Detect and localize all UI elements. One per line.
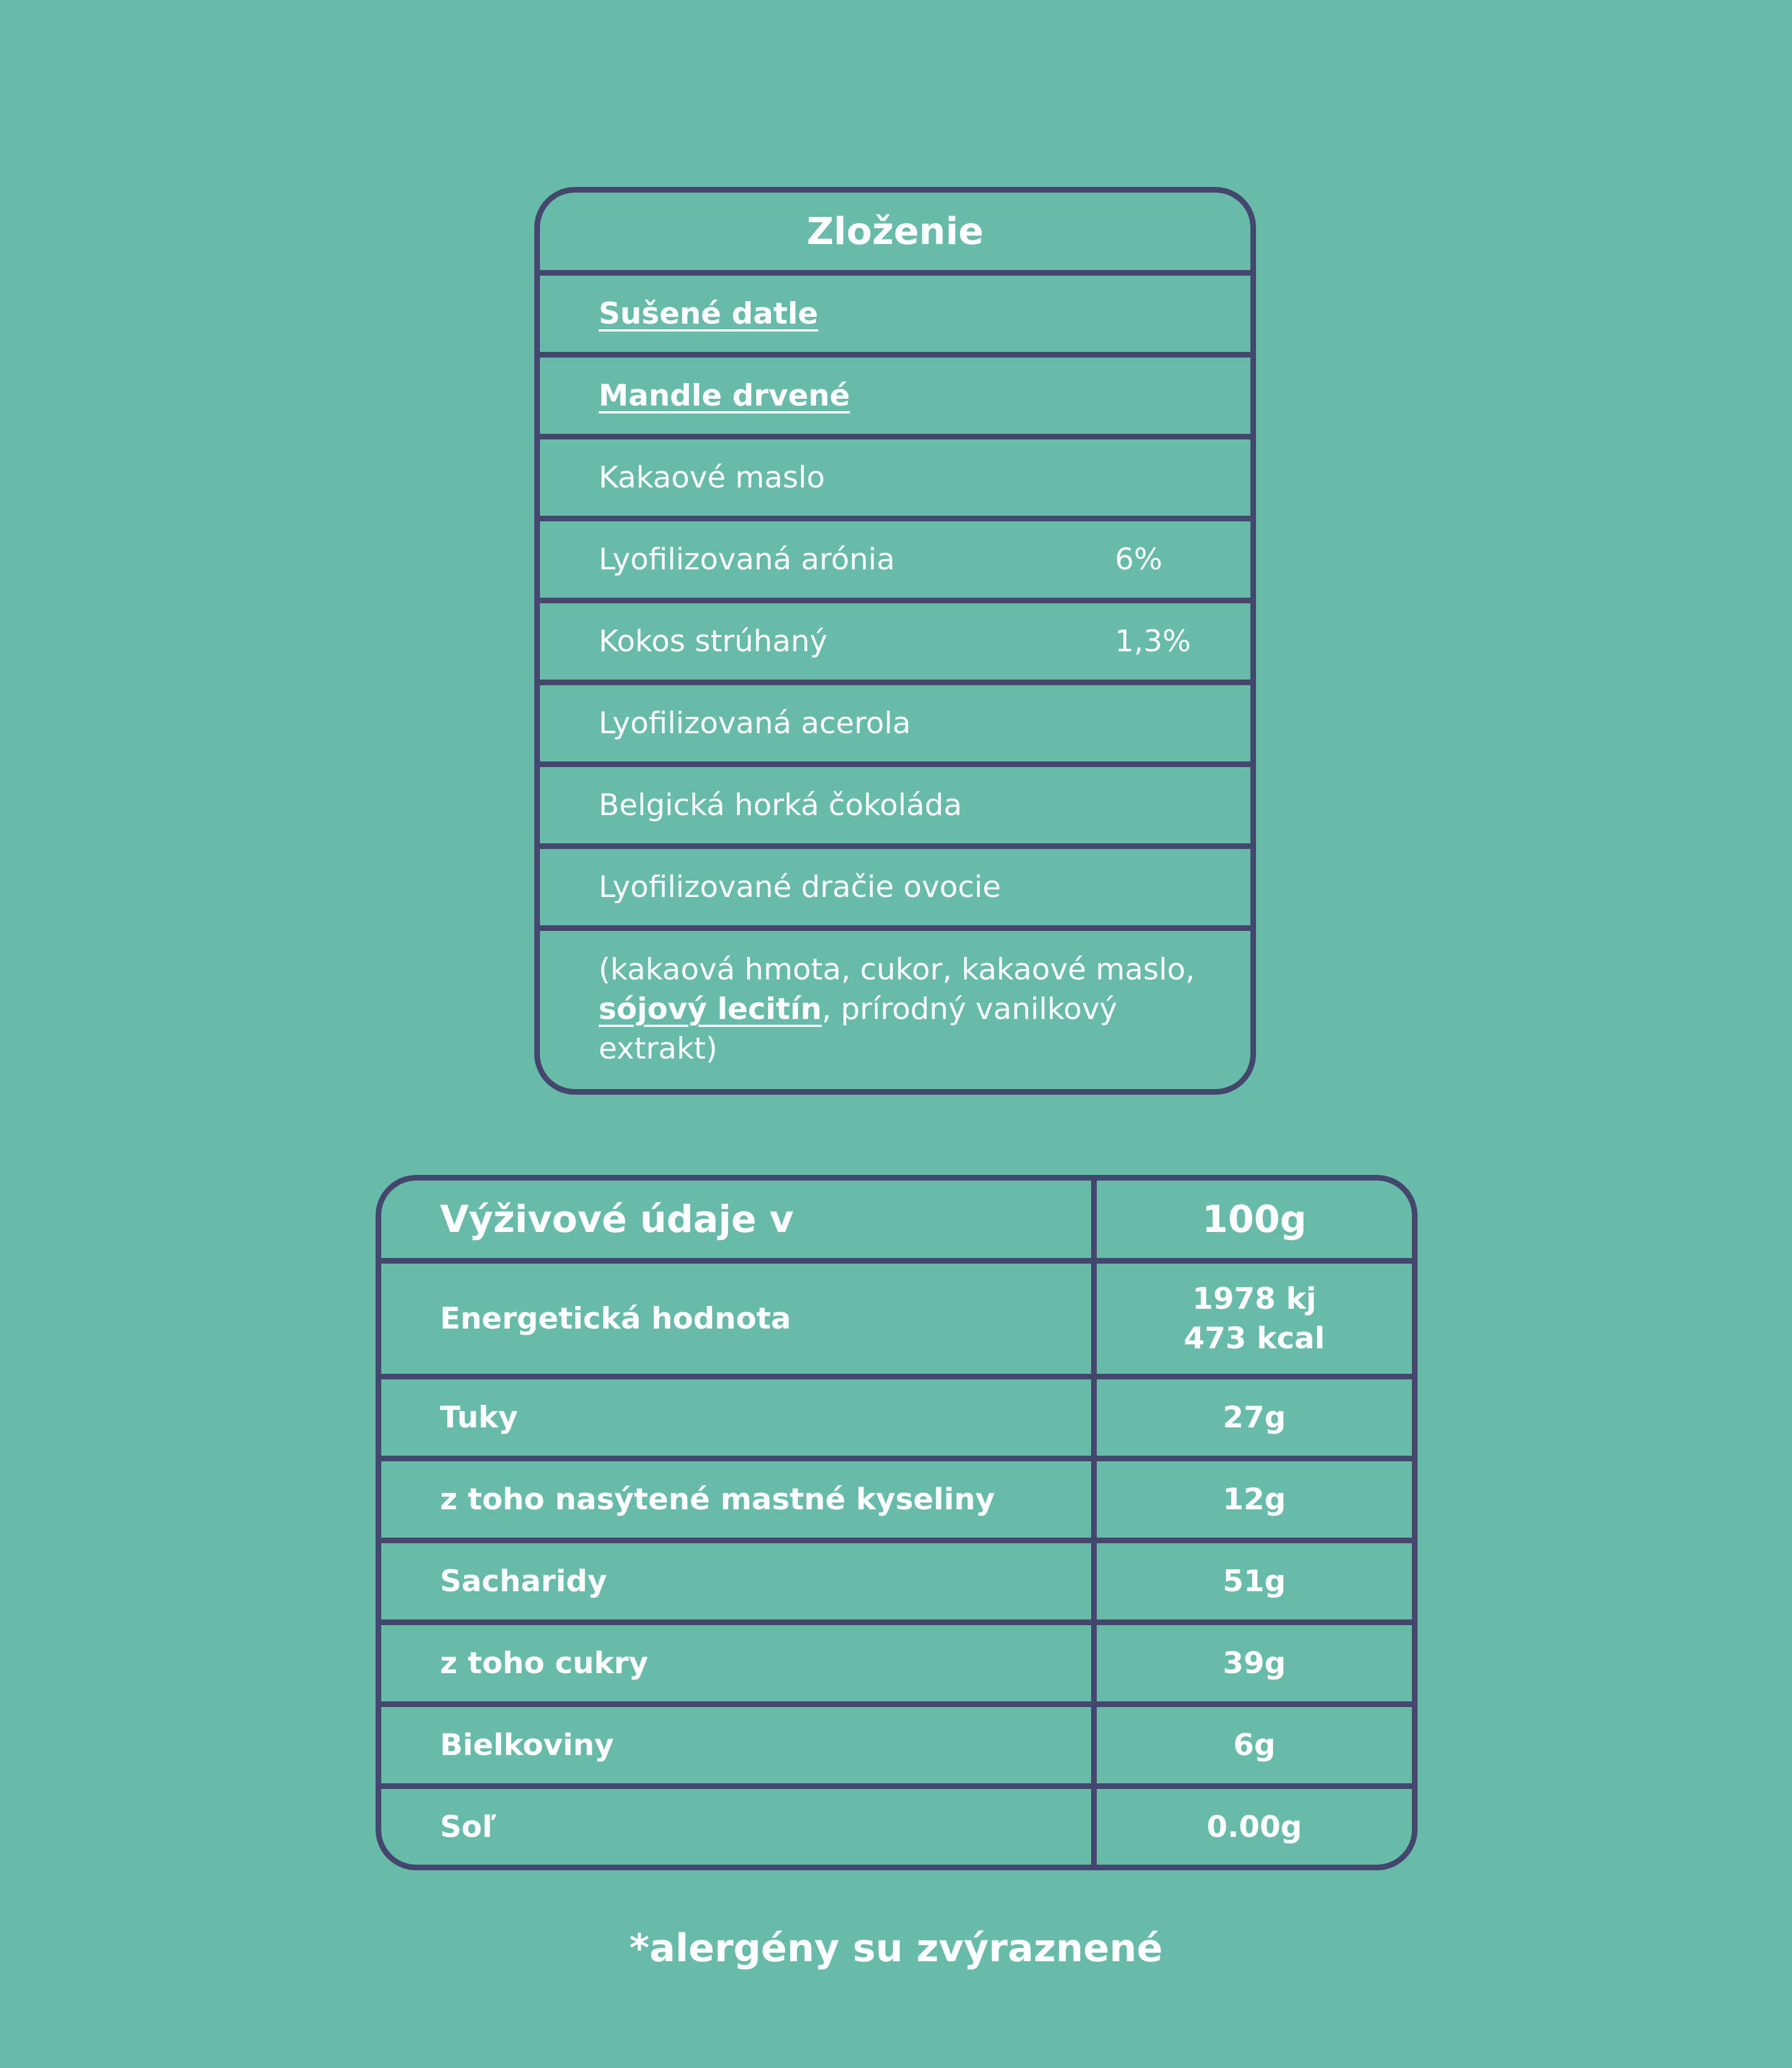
nutrition-row: [381, 1461, 1412, 1543]
ingredient-row: [540, 276, 1250, 358]
ingredient-name-allergen: Mandle drvené: [599, 378, 850, 413]
allergen-footnote: *alergény su zvýraznené: [629, 1926, 1163, 1971]
ingredient-name: Lyofilizovaná arónia: [599, 542, 895, 577]
energy-kcal: 473 kcal: [1184, 1321, 1325, 1356]
nutrition-label: Bielkoviny: [381, 1707, 1097, 1783]
note-allergen: sójový lecitín: [599, 992, 822, 1026]
nutrition-row: [381, 1789, 1412, 1865]
nutrition-value: 27g: [1223, 1400, 1286, 1435]
energy-kj: 1978 kj: [1192, 1281, 1316, 1316]
ingredients-title: Zloženie: [540, 193, 1250, 276]
nutrition-label: z toho nasýtené mastné kyseliny: [381, 1461, 1097, 1538]
nutrition-label: Tuky: [381, 1379, 1097, 1456]
ingredients-table: [534, 187, 1256, 1095]
ingredient-name: Kakaové maslo: [599, 460, 825, 495]
nutrition-table: [376, 1175, 1418, 1870]
ingredient-percentage: 1,3%: [1115, 624, 1191, 659]
nutrition-label: Energetická hodnota: [381, 1264, 1097, 1374]
ingredient-row: [540, 439, 1250, 521]
ingredient-row: [540, 767, 1250, 849]
nutrition-value: 12g: [1223, 1482, 1286, 1517]
nutrition-row: [381, 1264, 1412, 1379]
nutrition-label: Sacharidy: [381, 1543, 1097, 1619]
note-text-after: , prírodný vanilkový extrakt): [599, 992, 1118, 1066]
nutrition-label: z toho cukry: [381, 1625, 1097, 1701]
ingredient-name: Kokos strúhaný: [599, 624, 828, 659]
nutrition-row: [381, 1625, 1412, 1707]
nutrition-value: 6g: [1233, 1727, 1276, 1762]
nutrition-value: 39g: [1223, 1645, 1286, 1680]
nutrition-row: [381, 1379, 1412, 1461]
nutrition-value: 0.00g: [1206, 1809, 1302, 1844]
ingredient-name: Lyofilizovaná acerola: [599, 706, 911, 741]
ingredient-row: [540, 358, 1250, 439]
ingredient-row: [540, 603, 1250, 685]
ingredient-name: Belgická horká čokoláda: [599, 788, 962, 822]
ingredient-row: [540, 849, 1250, 931]
ingredient-percentage: 6%: [1115, 542, 1163, 577]
ingredient-row: [540, 521, 1250, 603]
nutrition-value: [1097, 1264, 1412, 1374]
ingredient-row: [540, 685, 1250, 767]
nutrition-label: Soľ: [381, 1789, 1097, 1865]
nutrition-header-row: [381, 1181, 1412, 1264]
nutrition-row: [381, 1707, 1412, 1789]
nutrition-row: [381, 1543, 1412, 1625]
ingredient-name-allergen: Sušené datle: [599, 297, 818, 331]
nutrition-header-label: Výživové údaje v: [381, 1181, 1097, 1258]
nutrition-header-value: 100g: [1202, 1197, 1307, 1241]
chocolate-composition-note: [540, 931, 1250, 1086]
ingredient-name: Lyofilizované dračie ovocie: [599, 870, 1001, 904]
note-text-before: (kakaová hmota, cukor, kakaové maslo,: [599, 952, 1195, 987]
nutrition-value: 51g: [1223, 1564, 1286, 1599]
